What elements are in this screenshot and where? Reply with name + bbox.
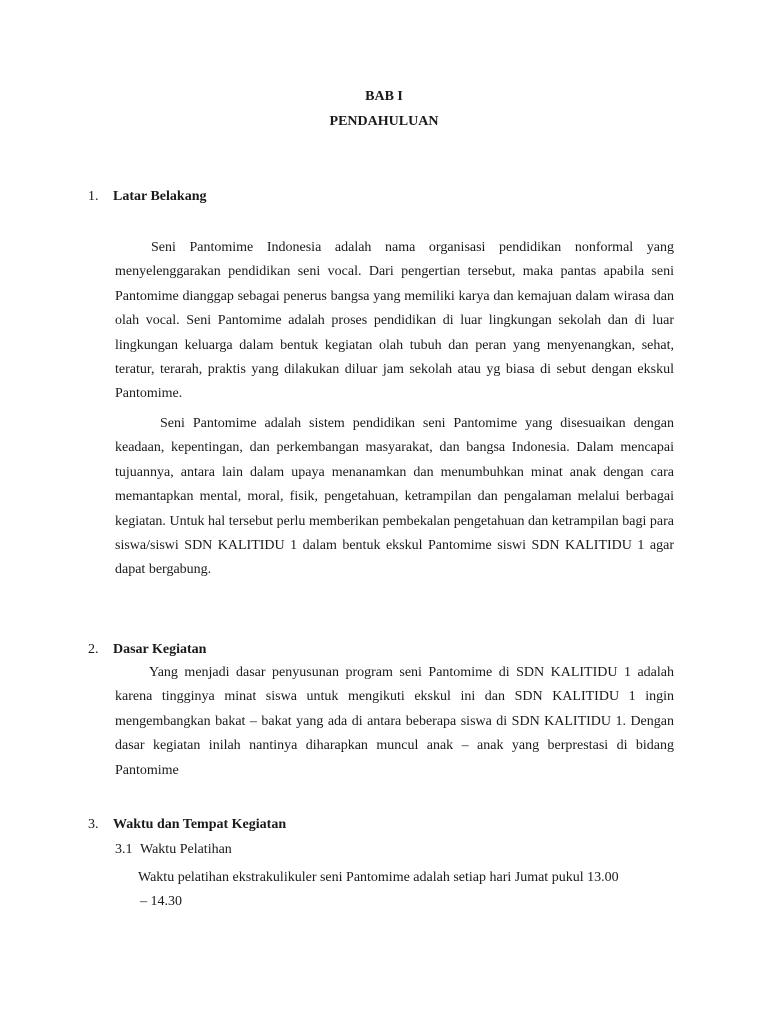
subsection-title: Waktu Pelatihan	[140, 842, 232, 857]
subsection-number: 3.1	[115, 842, 133, 857]
training-time-end: – 14.30	[140, 894, 182, 910]
section-title: Latar Belakang	[113, 189, 207, 204]
section-number: 1.	[88, 189, 99, 204]
section-number: 2.	[88, 642, 99, 657]
section-heading-dasar-kegiatan	[88, 642, 206, 658]
section-title: Dasar Kegiatan	[113, 642, 207, 657]
chapter-title: PENDAHULUAN	[329, 114, 439, 129]
section-number: 3.	[88, 817, 99, 832]
subsection-heading-waktu-pelatihan	[115, 842, 232, 858]
section-heading-waktu-tempat	[88, 817, 286, 833]
training-time-text: Waktu pelatihan ekstrakulikuler seni Pantomime adalah setiap hari Jumat pukul 13.00	[138, 870, 619, 885]
section-title: Waktu dan Tempat Kegiatan	[113, 817, 287, 832]
chapter-label: BAB I	[365, 89, 403, 104]
section-heading-latar-belakang	[88, 189, 206, 205]
paragraph-latar-belakang-1: Seni Pantomime Indonesia adalah nama organisasi pendidikan nonformal yang menyelenggarakan pendidikan seni vocal. Dari pengertian tersebut, maka pantas apabila seni Pantomime dianggap sebagai penerus bangsa yang memiliki karya dan kemajuan dalam wirasa dan olah vocal. Seni Pantomime adalah proses pendidikan di luar lingkungan sekolah dan di luar lingkungan keluarga dalam bentuk kegiatan olah tubuh dan peran yang menyenangkan, sehat, teratur, terarah, praktis yang dilakukan diluar jam sekolah atau yg biasa di sebut dengan ekskul Pantomime.	[115, 240, 674, 402]
paragraph-dasar-kegiatan: Yang menjadi dasar penyusunan program seni Pantomime di SDN KALITIDU 1 adalah karena tingginya minat siswa untuk mengikuti ekskul ini dan SDN KALITIDU 1 ingin mengembangkan bakat – bakat yang ada di antara beberapa siswa di SDN KALITIDU 1. Dengan dasar kegiatan inilah nantinya diharapkan muncul anak – anak yang berprestasi di bidang Pantomime	[115, 665, 674, 778]
paragraph-waktu-pelatihan	[138, 866, 674, 915]
paragraph-latar-belakang-2: Seni Pantomime adalah sistem pendidikan seni Pantomime yang disesuaikan dengan keadaan, kepentingan, dan perkembangan masyarakat, dan bangsa Indonesia. Dalam mencapai tujuannya, antara lain dalam upaya menanamkan dan menumbuhkan minat anak dengan cara memantapkan mental, moral, fisik, pengetahuan, ketrampilan dan pengalaman melalui berbagai kegiatan. Untuk hal tersebut perlu memberikan pembekalan pengetahuan dan ketrampilan bagi para siswa/siswi SDN KALITIDU 1 dalam bentuk ekskul Pantomime siswi SDN KALITIDU 1 agar dapat bergabung.	[115, 416, 674, 578]
